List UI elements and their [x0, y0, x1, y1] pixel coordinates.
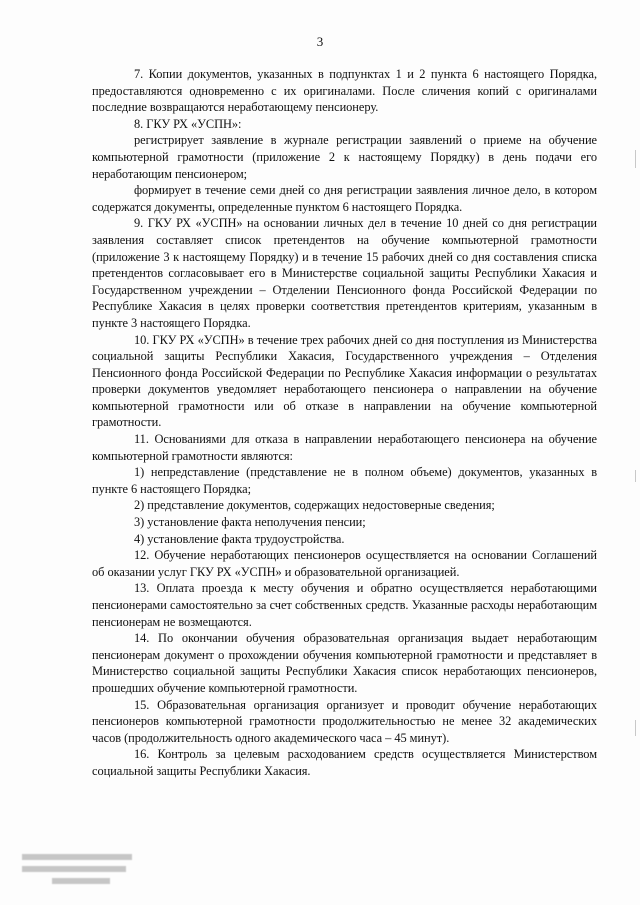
faded-registration-stamp [18, 850, 143, 888]
scan-edge-mark [635, 150, 636, 168]
document-body [92, 66, 597, 780]
paragraph-7: 7. Копии документов, указанных в подпунктах 1 и 2 пункта 6 настоящего Порядка, предоставляются одновременно с их оригиналами. После сличения копий с оригиналами последние возвращаются неработающему пенсионеру. [92, 67, 597, 115]
page-number: 3 [316, 34, 324, 49]
paragraph-8-register: регистрирует заявление в журнале регистрации заявлений о приеме на обучение компьютерной грамотности (приложение 2 к настоящему Порядку) в день подачи его неработающим пенсионером; [92, 133, 597, 181]
paragraph-11-item-4: 4) установление факта трудоустройства. [134, 531, 345, 546]
scan-edge-mark [635, 470, 636, 482]
paragraph-10: 10. ГКУ РХ «УСПН» в течение трех рабочих дней со дня поступления из Министерства социальной защиты Республики Хакасия, Государственного учреждения – Отделения Пенсионного фонда Российской Федерации по Республике Хакасия информации о результатах проверки документов уведомляет неработающего пенсионера о направлении на обучение компьютерной грамотности или об отказе в направлении на обучение компьютерной грамотности. [92, 332, 597, 430]
paragraph-13: 13. Оплата проезда к месту обучения и обратно осуществляется неработающими пенсионерами самостоятельно за счет собственных средств. Указанные расходы неработающим пенсионерам не возмещаются. [92, 581, 597, 629]
paragraph-11-item-2: 2) представление документов, содержащих недостоверные сведения; [134, 498, 495, 513]
paragraph-15: 15. Образовательная организация организует и проводит обучение неработающих пенсионеров компьютерной грамотности продолжительностью не менее 32 академических часов (продолжительность одного академического часа – 45 минут). [92, 697, 597, 745]
paragraph-16: 16. Контроль за целевым расходованием средств осуществляется Министерством социальной защиты Республики Хакасия. [92, 747, 597, 778]
paragraph-11-item-3: 3) установление факта неполучения пенсии; [134, 515, 366, 530]
paragraph-11-item-1: 1) непредставление (представление не в полном объеме) документов, указанных в пункте 6 настоящего Порядка; [92, 465, 597, 496]
paragraph-12: 12. Обучение неработающих пенсионеров осуществляется на основании Соглашений об оказании услуг ГКУ РХ «УСПН» и образовательной организацией. [92, 548, 597, 579]
paragraph-14: 14. По окончании обучения образовательная организация выдает неработающим пенсионерам документ о прохождении обучения компьютерной грамотности и представляет в Министерство социальной защиты Республики Хакасия список неработающих пенсионеров, прошедших обучение компьютерной грамотности. [92, 631, 597, 695]
paragraph-11: 11. Основаниями для отказа в направлении неработающего пенсионера на обучение компьютерной грамотности являются: [92, 432, 597, 463]
paragraph-9: 9. ГКУ РХ «УСПН» на основании личных дел в течение 10 дней со дня регистрации заявления составляет список претендентов на обучение компьютерной грамотности (приложение 3 к настоящему Порядку) и в течение 15 рабочих дней со дня составления списка претендентов согласовывает его в Министерстве социальной защиты Республики Хакасия и Государственном учреждении – Отделении Пенсионного фонда Российской Федерации по Республике Хакасия в целях проверки соответствия претендентов критериям, указанным в пункте 3 настоящего Порядка. [92, 216, 597, 330]
scan-edge-mark [635, 720, 636, 736]
paragraph-8-form-case: формирует в течение семи дней со дня регистрации заявления личное дело, в котором содержатся документы, определенные пунктом 6 настоящего Порядка. [92, 183, 597, 214]
paragraph-8: 8. ГКУ РХ «УСПН»: [134, 116, 242, 131]
